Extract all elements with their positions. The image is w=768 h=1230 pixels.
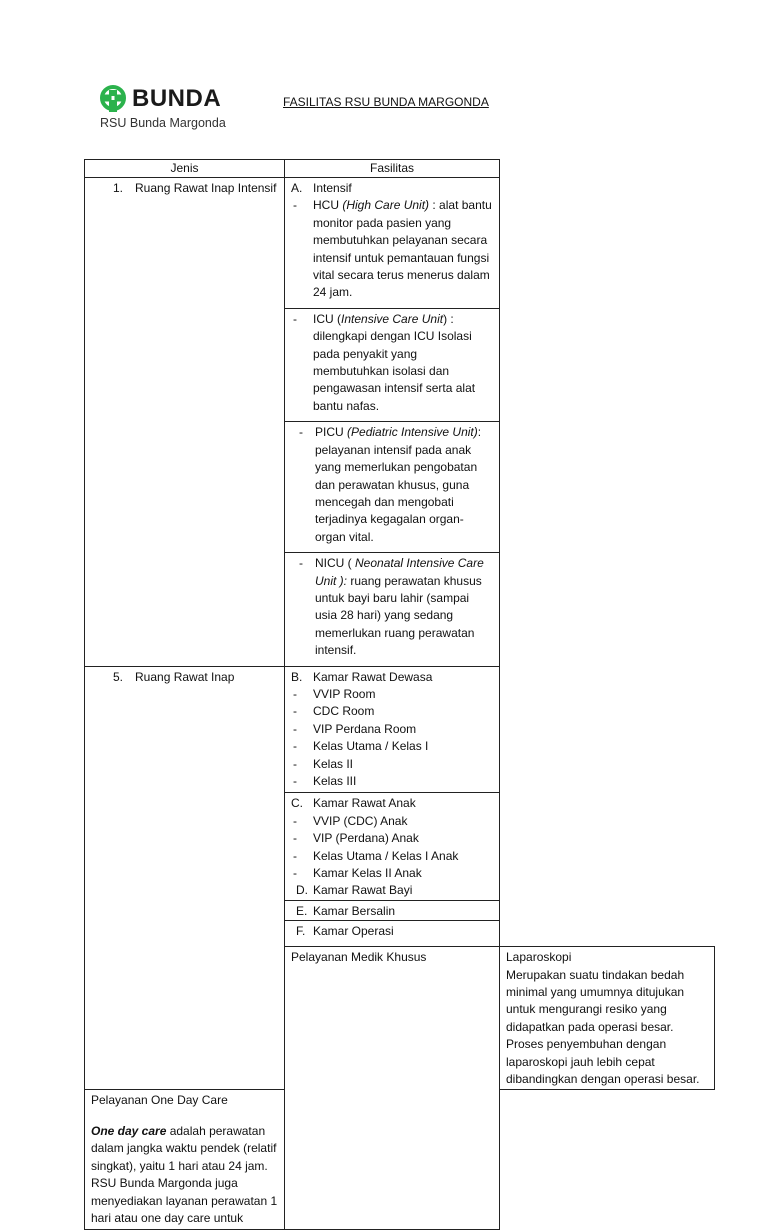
header-jenis: Jenis — [85, 160, 285, 178]
kamar-bayi: D. Kamar Rawat Bayi — [296, 883, 413, 898]
fasilitas-cell-dewasa: B. Kamar Rawat Dewasa - VVIP Room - CDC Room - VIP Perdana Room - Kelas Utama / Kelas I - Kelas II - Kelas III — [285, 666, 500, 793]
document-title: FASILITAS RSU BUNDA MARGONDA — [283, 95, 489, 109]
row-number: 5. — [112, 669, 123, 684]
jenis-cell-medik — [285, 947, 500, 1230]
nicu-description: NICU ( Neonatal Intensive Care Unit ): ruang perawatan khusus untuk bayi baru lahir (sampai usia 28 hari) yang sedang memerlukan ruang perawatan intensif. — [315, 556, 484, 658]
hcu-description: HCU (High Care Unit) : alat bantu monitor pada pasien yang membutuhkan pelayanan secara intensif untuk pemantauan fungsi vital secara terus menerus dalam 24 jam. — [313, 198, 492, 300]
fasilitas-cell-hcu: A. Intensif - HCU (High Care Unit) : alat bantu monitor pada pasien yang membutuhkan pelayanan secara intensif untuk pemantauan fungsi vital secara terus menerus dalam 24 jam. — [285, 178, 500, 309]
kamar-bersalin: Kamar Bersalin — [313, 903, 396, 918]
fasilitas-cell-laparoskopi — [500, 947, 715, 1089]
list-item: - Kelas III — [293, 774, 357, 788]
logo-subtitle: RSU Bunda Margonda — [100, 116, 226, 130]
oneday-body: One day care adalah perawatan dalam jangka waktu pendek (relatif singkat), yaitu 1 hari atau 24 jam. RSU Bunda Margonda juga menyediakan layanan perawatan 1 hari atau one day care untuk — [91, 1123, 278, 1225]
fasilitas-cell-picu: - PICU (Pediatric Intensive Unit): pelayanan intensif pada anak yang memerlukan pengobatan dan perawatan khusus, guna mencegah dan mengobati terjadinya kegagalan organ-organ vital. — [285, 422, 500, 553]
logo-name: BUNDA — [132, 85, 222, 112]
list-item: - VIP Perdana Room — [293, 721, 417, 736]
list-item: - Kelas II — [293, 756, 354, 771]
facilities-table — [84, 159, 715, 1230]
icu-description: ICU (Intensive Care Unit) : dilengkapi dengan ICU Isolasi pada penyakit yang membutuhkan isolasi dan pengawasan intensif serta alat bantu nafas. — [313, 311, 476, 413]
hospital-logo — [98, 84, 248, 130]
fasilitas-cell-operasi: F. Kamar Operasi — [285, 921, 500, 947]
laparoskopi-body: Merupakan suatu tindakan bedah minimal yang umumnya ditujukan untuk mengurangi resiko yang didapatkan pada operasi besar. Proses penyembuhan dengan laparoskopi jauh lebih cepat dibandingkan dengan operasi besar. — [506, 967, 700, 1087]
table-row — [85, 666, 715, 793]
list-item: - VVIP Room — [293, 686, 376, 701]
jenis-label: Ruang Rawat Inap Intensif — [135, 181, 277, 195]
picu-description: PICU (Pediatric Intensive Unit): pelayanan intensif pada anak yang memerlukan pengobatan dan perawatan khusus, guna mencegah dan mengobati terjadinya kegagalan organ-organ vital. — [315, 425, 482, 544]
list-item: - VIP (Perdana) Anak — [293, 831, 419, 846]
header-fasilitas: Fasilitas — [285, 160, 500, 178]
oneday-title: Pelayanan One Day Care — [91, 1092, 228, 1107]
fasilitas-cell-nicu: - NICU ( Neonatal Intensive Care Unit ): ruang perawatan khusus untuk bayi baru lahir (sampai usia 28 hari) yang sedang memerlukan ruang perawatan intensif. — [285, 553, 500, 666]
table-header-row — [85, 160, 715, 178]
kamar-dewasa-title: Kamar Rawat Dewasa — [313, 669, 433, 684]
laparoskopi-title: Laparoskopi — [506, 950, 572, 965]
jenis-cell-rawat-inap — [85, 666, 285, 1089]
list-item: - Kelas Utama / Kelas I Anak — [293, 848, 459, 863]
kamar-anak-title: Kamar Rawat Anak — [313, 796, 416, 811]
list-item: - CDC Room — [293, 704, 375, 719]
fasilitas-cell-icu: - ICU (Intensive Care Unit) : dilengkapi dengan ICU Isolasi pada penyakit yang membutuhkan isolasi dan pengawasan intensif serta alat bantu nafas. — [285, 308, 500, 421]
fasilitas-cell-bersalin: E. Kamar Bersalin — [285, 900, 500, 920]
fasilitas-cell-oneday — [85, 1089, 285, 1230]
row-number: 1. — [112, 181, 123, 195]
medical-cross-icon — [98, 84, 128, 114]
kamar-operasi: Kamar Operasi — [313, 924, 394, 939]
list-item: - Kelas Utama / Kelas I — [293, 739, 429, 754]
jenis-label: Ruang Rawat Inap — [135, 669, 235, 684]
table-row — [85, 178, 715, 309]
list-item: - Kamar Kelas II Anak — [293, 866, 422, 881]
list-item: - VVIP (CDC) Anak — [293, 813, 408, 828]
section-heading: Intensif — [313, 181, 352, 195]
jenis-label: Pelayanan Medik Khusus — [291, 950, 427, 965]
fasilitas-cell-anak: C. Kamar Rawat Anak - VVIP (CDC) Anak - VIP (Perdana) Anak - Kelas Utama / Kelas I Anak - Kamar Kelas II Anak D. Kamar Rawat Bayi — [285, 793, 500, 900]
jenis-cell-intensif — [85, 178, 285, 667]
